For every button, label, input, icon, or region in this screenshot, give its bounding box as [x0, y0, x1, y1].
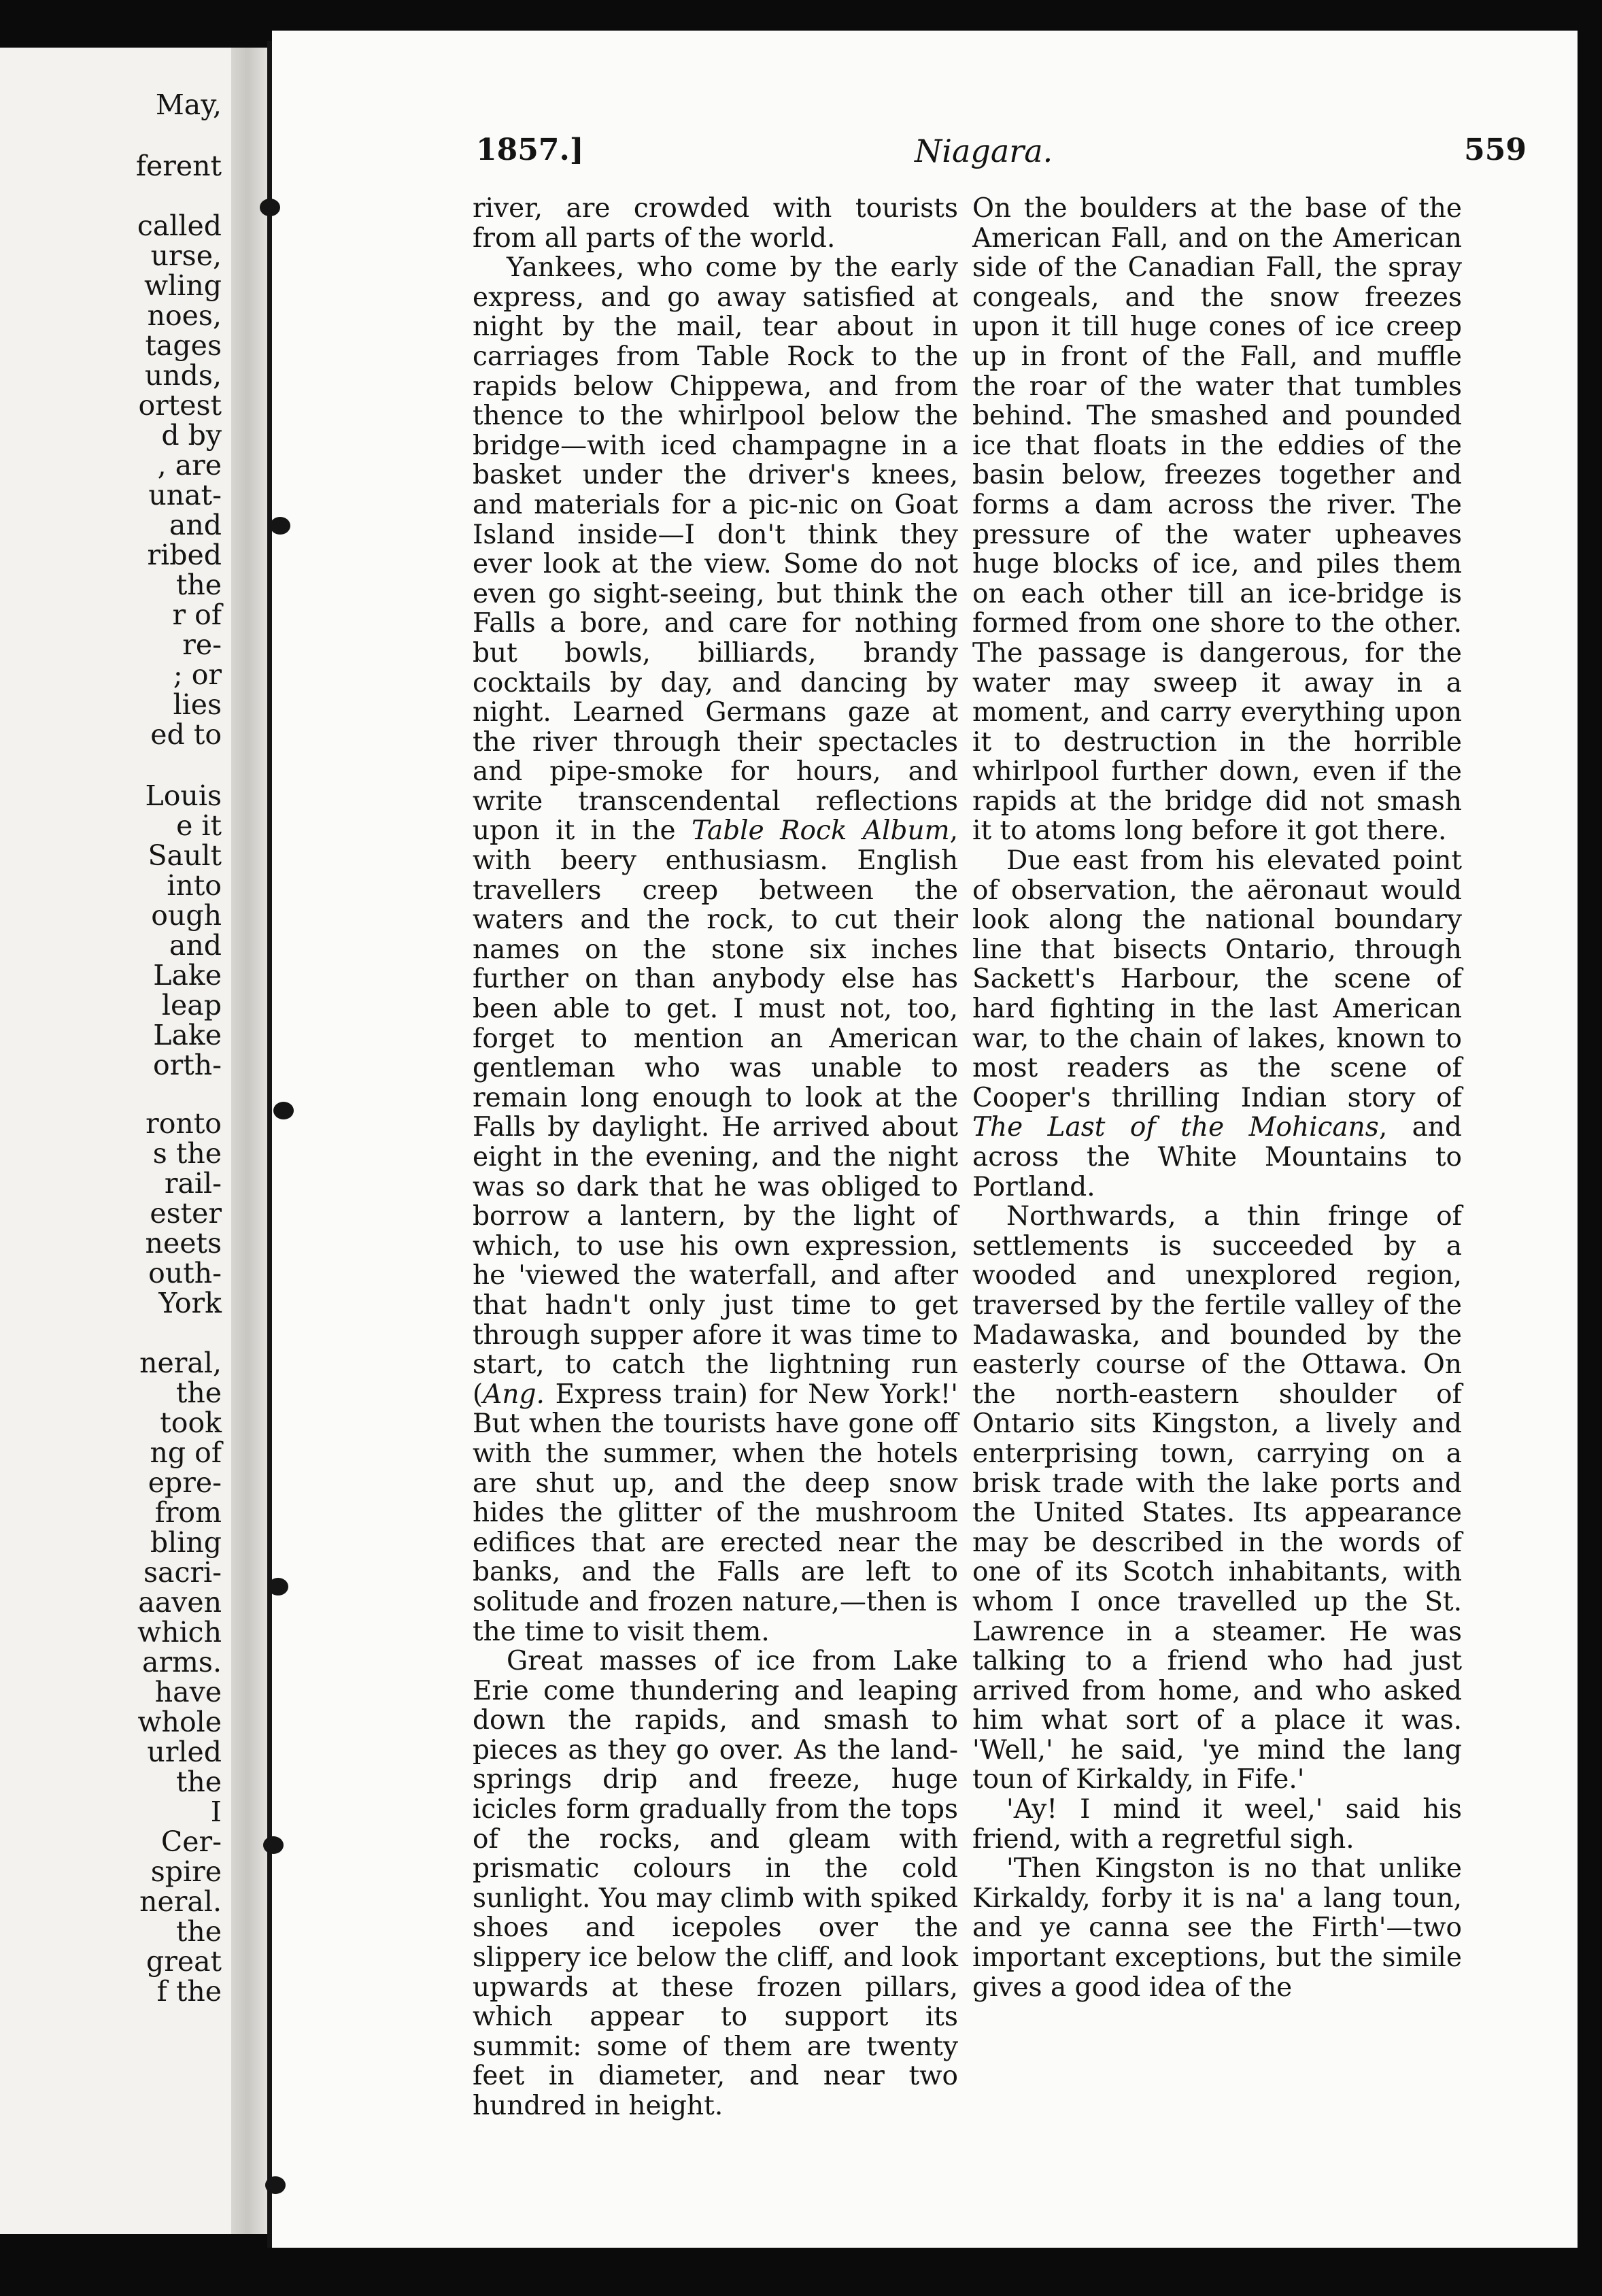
left-page-fragment: spire [150, 1855, 222, 1888]
left-page-fragment: the [175, 1915, 222, 1948]
left-page-fragment: , are [157, 449, 222, 482]
left-page-fragment: e it [176, 809, 222, 842]
header-year: 1857.] [476, 133, 584, 167]
left-page-fragment: ough [151, 899, 222, 932]
left-page-fragment: aaven [138, 1586, 222, 1619]
left-page-fragment: called [137, 209, 222, 242]
left-page-fragment: tages [145, 329, 222, 362]
left-page-fragment: s the [152, 1137, 222, 1170]
previous-page-edge [0, 48, 231, 2234]
left-page-fragment: took [160, 1406, 222, 1439]
left-page-fragment: into [167, 869, 222, 902]
paragraph: river, are crowded with tourists from all parts of the world. [473, 193, 958, 254]
left-page-fragment: noes, [147, 299, 222, 332]
left-page-fragment: the [175, 569, 222, 601]
binding-knot [273, 1102, 294, 1119]
left-page-fragment: bling [150, 1526, 222, 1559]
left-page-fragment: Sault [148, 839, 222, 872]
binding-knot [260, 199, 280, 216]
left-page-fragment: Lake [153, 1019, 222, 1051]
left-page-fragment: outh- [148, 1257, 222, 1289]
left-page-fragment: wling [144, 269, 222, 302]
left-page-fragment: urled [147, 1736, 222, 1768]
text-run: Due east from his elevated point of observation, the aëronaut would look along the national boundary line that bisects Ontario, through Sackett's Harbour, the scene of hard fighting in the last American war, to the chain of lakes, known to most readers as the scene of Cooper's thrilling Indian story of [972, 845, 1462, 1113]
left-page-fragment: orth- [152, 1049, 222, 1081]
left-page-fragment: have [154, 1676, 222, 1708]
left-page-fragment: ferent [135, 150, 222, 182]
left-page-fragment: unds, [144, 359, 222, 392]
left-page-fragment: neets [145, 1227, 222, 1260]
left-page-fragment: neral, [139, 1347, 222, 1379]
text-run: Express train) for New York!' But when the tourists have gone off with the summer, when the hotels are shut up, and the deep snow hides the glitter of the mushroom edifices that are erected near the banks, and the Falls are left to solitude and frozen nature,—then is the time to visit them. [473, 1379, 958, 1647]
paragraph [972, 846, 1462, 1202]
left-page-fragment: ed to [150, 718, 222, 751]
left-page-fragment: from [154, 1496, 222, 1529]
binding-knot [270, 517, 290, 535]
left-page-fragment: Lake [153, 959, 222, 992]
left-page-fragment: and [169, 929, 222, 962]
binding-knot [268, 1578, 288, 1596]
left-page-fragment: arms. [142, 1646, 222, 1678]
text-run: , with beery enthusiasm. English travellers creep between the waters and the rock, to cut their names on the stone six inches further on than anybody else has been able to get. I must not, too, forget to mention an American gentleman who was unable to remain long enough to look at the Falls by daylight. He arrived about eight in the evening, and the night was so dark that he was obliged to borrow a lantern, by the light of which, to use his own expression, he 'viewed the waterfall, and after that hadn't only just time to get through supper afore it was time to start, to catch the lightning run ( [473, 815, 958, 1410]
left-page-fragment: ortest [138, 389, 222, 422]
text-run: , and across the White Mountains to Portland. [972, 1112, 1462, 1202]
book-page [272, 31, 1578, 2248]
left-page-fragment: ester [150, 1197, 222, 1230]
left-page-fragment: epre- [148, 1466, 222, 1499]
left-page-fragment: lies [173, 688, 222, 721]
left-page-fragment: Cer- [160, 1825, 222, 1858]
book-gutter [231, 48, 272, 2234]
left-page-fragment: d by [161, 419, 222, 452]
left-page-fragment: leap [161, 989, 222, 1022]
header-title: Niagara. [915, 133, 1053, 169]
left-page-fragment: great [146, 1945, 222, 1978]
left-page-fragment: the [175, 1377, 222, 1409]
italic-title: The Last of the Mohicans [972, 1112, 1379, 1143]
page-number: 559 [1464, 133, 1527, 167]
running-header [272, 133, 1578, 173]
binding-knot [265, 2176, 286, 2194]
binding-knot [263, 1836, 284, 1854]
left-page-fragment: ; or [173, 658, 222, 691]
text-column-right [972, 194, 1462, 2002]
italic-title: Table Rock Album [691, 815, 950, 847]
left-page-fragment: York [158, 1287, 222, 1319]
left-page-fragment: whole [137, 1706, 222, 1738]
left-page-fragment: May, [155, 88, 222, 121]
left-page-fragment: I [210, 1795, 222, 1828]
left-page-fragment: unat- [148, 479, 222, 511]
paragraph: 'Ay! I mind it weel,' said his friend, with a regretful sigh. [972, 1794, 1462, 1855]
paragraph: Great masses of ice from Lake Erie come thundering and leaping down the rapids, and smash to pieces as they go over. As the land-springs drip and freeze, huge icicles form gradually from the tops of the rocks, and gleam with prismatic colours in the cold sunlight. You may climb with spiked shoes and icepoles over the slippery ice below the cliff, and look upwards at these frozen pillars, which appear to support its summit: some of them are twenty feet in diameter, and near two hundred in height. [473, 1646, 958, 2121]
paragraph: On the boulders at the base of the American Fall, and on the American side of the Canadian Fall, the spray congeals, and the snow freezes upon it till huge cones of ice creep up in front of the Fall, and muffle the roar of the water that tumbles behind. The smashed and pounded ice that floats in the eddies of the basin below, freezes together and forms a dam across the river. The pressure of the water upheaves huge blocks of ice, and piles them on each other till an ice-bridge is formed from one shore to the other. The passage is dangerous, for the water may sweep it away in a moment, and carry everything upon it to destruction in the horrible whirlpool further down, even if the rapids at the bridge did not smash it to atoms long before it got there. [972, 193, 1462, 847]
left-page-fragment: neral. [139, 1885, 222, 1918]
italic-abbrev: Ang. [483, 1379, 545, 1410]
left-page-fragment: rail- [164, 1167, 222, 1200]
left-page-fragment: and [169, 509, 222, 541]
left-page-fragment: sacri- [143, 1556, 222, 1589]
paragraph: 'Then Kingston is no that unlike Kirkaldy, forby it is na' a lang toun, and ye canna see the Firth'—two important exceptions, but the simile gives a good idea of the [972, 1853, 1462, 2003]
left-page-fragment: the [175, 1766, 222, 1798]
left-page-fragment: ng of [150, 1436, 222, 1469]
left-page-fragment: which [137, 1616, 222, 1649]
left-page-fragment: Louis [145, 779, 222, 812]
paragraph [473, 253, 958, 1647]
text-column-left [473, 194, 958, 2121]
left-page-fragment: r of [172, 598, 222, 631]
left-page-fragment: ribed [147, 539, 222, 571]
text-run: Yankees, who come by the early express, and go away satisfied at night by the mail, tear about in carriages from Table Rock to the rapids below Chippewa, and from thence to the whirlpool below the bridge—with iced champagne in a basket under the driver's knees, and materials for a pic-nic on Goat Island inside—I don't think they ever look at the view. Some do not even go sight-seeing, but think the Falls a bore, and care for nothing but bowls, billiards, brandy cocktails by day, and dancing by night. Learned Germans gaze at the river through their spectacles and pipe-smoke for hours, and write transcendental reflections upon it in the [473, 252, 958, 847]
left-page-fragment: f the [156, 1975, 222, 2008]
left-page-fragment: re- [182, 628, 222, 661]
paragraph: Northwards, a thin fringe of settlements is succeeded by a wooded and unexplored region, traversed by the fertile valley of the Madawaska, and bounded by the easterly course of the Ottawa. On the north-eastern shoulder of Ontario sits Kingston, a lively and enterprising town, carrying on a brisk trade with the lake ports and the United States. Its appearance may be described in the words of one of its Scotch inhabitants, with whom I once travelled up the St. Lawrence in a steamer. He was talking to a friend who had just arrived from home, and who asked him what sort of a place it was. 'Well,' he said, 'ye mind the lang toun of Kirkaldy, in Fife.' [972, 1201, 1462, 1795]
left-page-fragment: ronto [146, 1107, 222, 1140]
left-page-fragment: urse, [150, 239, 222, 272]
